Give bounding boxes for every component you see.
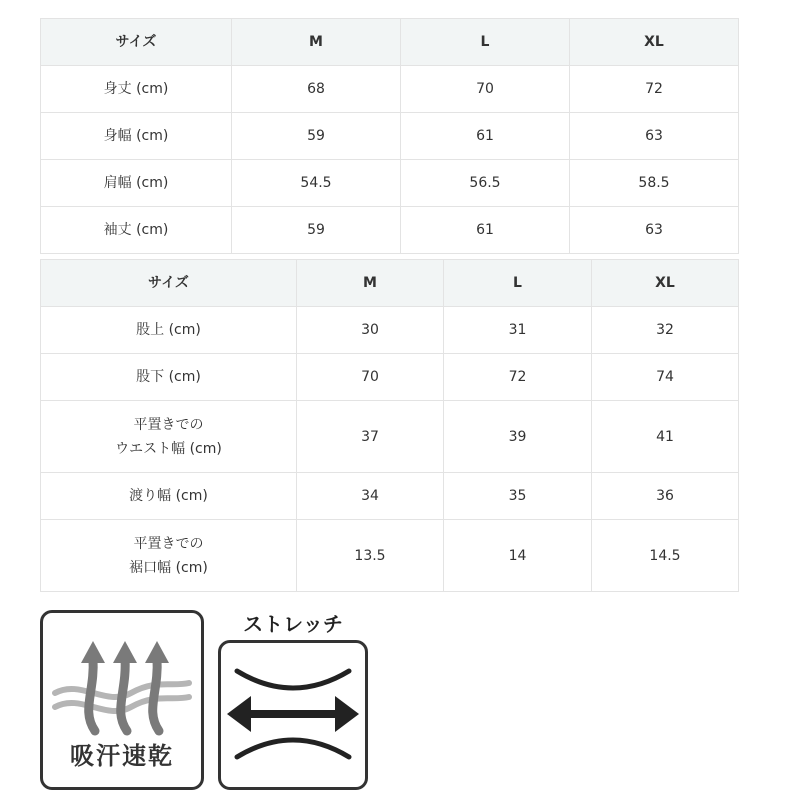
table-cell: 59	[232, 113, 401, 160]
sweat-wicking-arrows-icon	[51, 631, 193, 741]
table-cell: 58.5	[570, 160, 739, 207]
table-cell: 32	[592, 307, 739, 354]
table-cell: 30	[297, 307, 444, 354]
table-row	[41, 401, 739, 473]
row-label	[41, 354, 297, 401]
header-cell-m: M	[297, 260, 444, 307]
row-label	[41, 401, 297, 473]
table-row	[41, 113, 739, 160]
row-label	[41, 307, 297, 354]
row-label-line: 股下 (cm)	[136, 369, 201, 385]
row-label-line: ウエスト幅 (cm)	[115, 440, 222, 457]
table-cell: 72	[444, 354, 592, 401]
table-cell: 61	[401, 207, 570, 254]
table-row	[41, 473, 739, 520]
row-label: 身幅 (cm)	[41, 113, 232, 160]
table-cell: 54.5	[232, 160, 401, 207]
table-cell: 31	[444, 307, 592, 354]
row-label-line: 平置きでの	[133, 535, 204, 552]
table-cell: 59	[232, 207, 401, 254]
table-cell: 68	[232, 66, 401, 113]
table-cell: 35	[444, 473, 592, 520]
table-cell: 34	[297, 473, 444, 520]
row-label-line: 股上 (cm)	[136, 322, 201, 338]
table-cell: 36	[592, 473, 739, 520]
row-label: 身丈 (cm)	[41, 66, 232, 113]
table-cell: 37	[297, 401, 444, 473]
table-header-row	[41, 260, 739, 307]
table-cell: 39	[444, 401, 592, 473]
header-cell-l: L	[401, 19, 570, 66]
quick-dry-label: 吸汗速乾	[70, 742, 174, 770]
table-row	[41, 307, 739, 354]
stretch-badge	[218, 640, 368, 790]
tops-size-table	[40, 18, 739, 254]
table-cell: 72	[570, 66, 739, 113]
table-row	[41, 66, 739, 113]
header-cell-l: L	[444, 260, 592, 307]
header-cell-m: M	[232, 19, 401, 66]
table-cell: 13.5	[297, 520, 444, 592]
table-cell: 14	[444, 520, 592, 592]
table-cell: 41	[592, 401, 739, 473]
header-cell-xl: XL	[592, 260, 739, 307]
table-row	[41, 160, 739, 207]
table-cell: 61	[401, 113, 570, 160]
header-cell-xl: XL	[570, 19, 739, 66]
stretch-title: ストレッチ	[243, 612, 343, 636]
header-cell-size: サイズ	[41, 260, 297, 307]
table-row	[41, 207, 739, 254]
row-label: 袖丈 (cm)	[41, 207, 232, 254]
quick-dry-badge	[40, 610, 204, 790]
table-cell: 74	[592, 354, 739, 401]
row-label-line: 平置きでの	[133, 416, 204, 433]
table-row	[41, 520, 739, 592]
row-label-line: 裾口幅 (cm)	[129, 559, 208, 576]
row-label	[41, 520, 297, 592]
bottoms-size-table	[40, 259, 739, 592]
table-cell: 56.5	[401, 160, 570, 207]
row-label	[41, 473, 297, 520]
table-cell: 63	[570, 207, 739, 254]
table-row	[41, 354, 739, 401]
row-label-line: 渡り幅 (cm)	[129, 488, 208, 504]
table-cell: 70	[297, 354, 444, 401]
table-header-row	[41, 19, 739, 66]
row-label: 肩幅 (cm)	[41, 160, 232, 207]
table-cell: 70	[401, 66, 570, 113]
table-cell: 63	[570, 113, 739, 160]
table-cell: 14.5	[592, 520, 739, 592]
stretch-arrows-icon	[221, 643, 365, 787]
header-cell-size: サイズ	[41, 19, 232, 66]
